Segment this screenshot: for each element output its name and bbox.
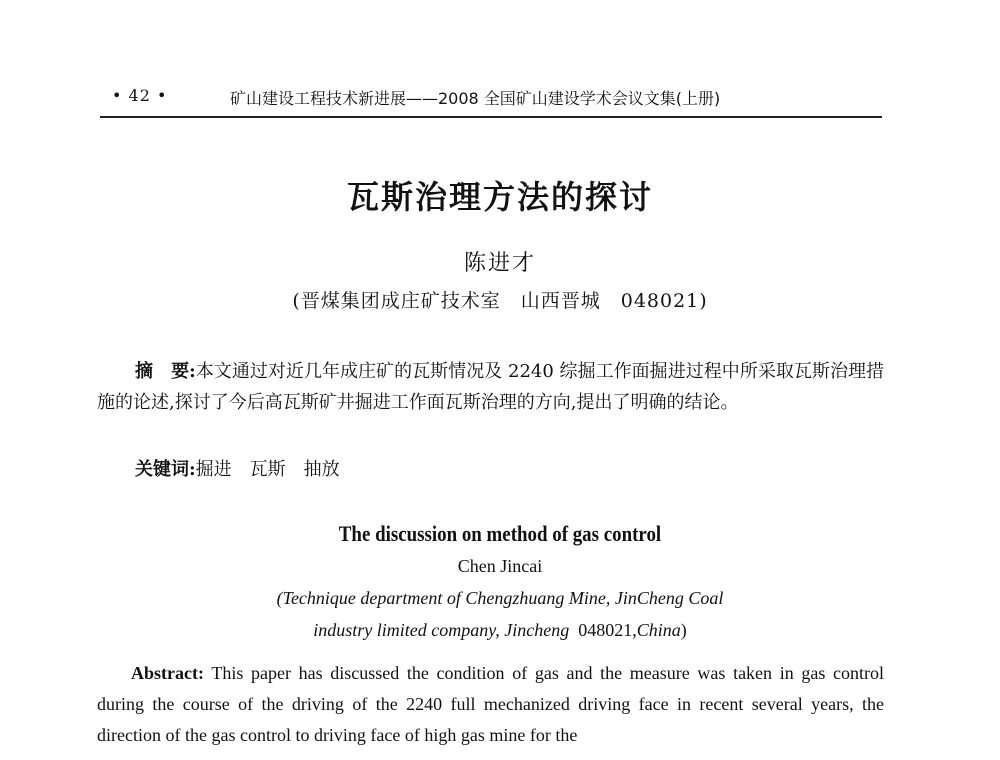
author-cn: 陈进才 xyxy=(463,251,536,276)
abstract-en-label: Abstract: xyxy=(131,663,204,683)
keywords-cn-label: 关键词: xyxy=(135,459,196,480)
keyword: 瓦斯 xyxy=(249,459,286,480)
journal-title: 矿山建设工程技术新进展——2008 全国矿山建设学术会议文集(上册) xyxy=(230,89,721,108)
abstract-en-text: This paper has discussed the condition of gas and the measure was taken in gas control during the course of the driving of the 2240 full mechanized driving face in recent several years, the direction of the gas control to driving face of high gas mine for the xyxy=(97,663,884,745)
author-en: Chen Jincai xyxy=(457,556,543,576)
abstract-cn xyxy=(97,356,884,418)
affiliation-en-company: industry limited company, Jincheng xyxy=(313,620,570,640)
abstract-en xyxy=(97,658,884,751)
affiliation-cn: (晋煤集团成庄矿技术室 山西晋城 048021) xyxy=(292,290,708,312)
affiliation-en-country: China xyxy=(636,620,681,640)
paper-title-cn: 瓦斯治理方法的探讨 xyxy=(346,178,653,216)
keyword: 抽放 xyxy=(303,459,340,480)
paper-title-en: The discussion on method of gas control xyxy=(338,521,662,546)
abstract-cn-text: 本文通过对近几年成庄矿的瓦斯情况及 2240 综掘工作面掘进过程中所采取瓦斯治理措施的论述,探讨了今后高瓦斯矿井掘进工作面瓦斯治理的方向,提出了明确的结论。 xyxy=(97,361,885,413)
header-rule xyxy=(100,116,882,118)
affiliation-en-line2 xyxy=(0,620,1000,641)
affiliation-en-line1: (Technique department of Chengzhuang Mine, JinCheng Coal xyxy=(276,588,724,608)
keyword: 掘进 xyxy=(195,459,232,480)
abstract-cn-label: 摘 要: xyxy=(135,361,196,382)
running-header xyxy=(100,86,882,116)
keywords-cn xyxy=(135,455,358,481)
affiliation-en-close: ) xyxy=(680,620,687,640)
affiliation-en-code: 048021, xyxy=(578,620,637,640)
page-number: • 42 • xyxy=(112,86,168,105)
